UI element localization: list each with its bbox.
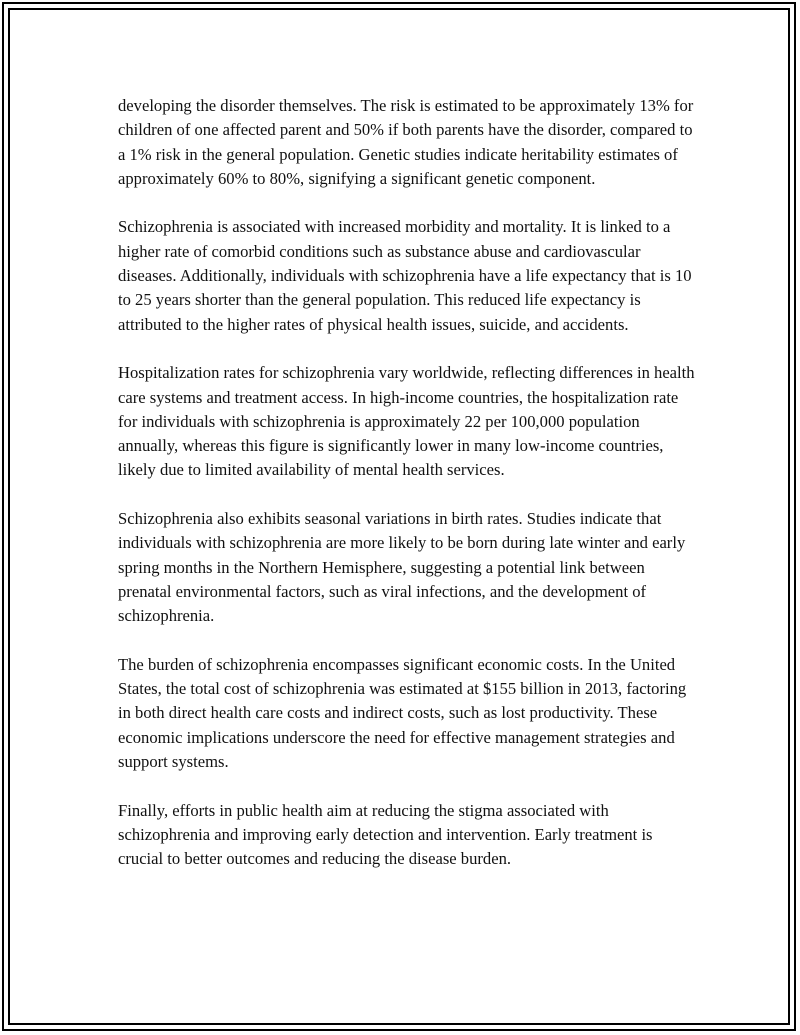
paragraph-hospitalization-rates: Hospitalization rates for schizophrenia vary worldwide, reflecting differences in health care systems and treatment access. In high-income countries, the hospitalization rate for individuals with schizophrenia is approximately 22 per 100,000 population annually, whereas this figure is significantly lower in many low-income countries, likely due to limited availability of mental health services. xyxy=(118,363,695,480)
paragraph-economic-burden: The burden of schizophrenia encompasses significant economic costs. In the United States, the total cost of schizophrenia was estimated at $155 billion in 2013, factoring in both direct health care costs and indirect costs, such as lost productivity. These economic implications underscore the need for effective management strategies and support systems. xyxy=(118,654,687,772)
paragraph-morbidity-mortality: Schizophrenia is associated with increased morbidity and mortality. It is linked to a higher rate of comorbid conditions such as substance abuse and cardiovascular diseases. Additionally, individuals with schizophrenia have a life expectancy that is 10 to 25 years shorter than the general population. This reduced life expectancy is attributed to the higher rates of physical health issues, suicide, and accidents. xyxy=(118,217,692,334)
paragraph-genetic-risk: developing the disorder themselves. The risk is estimated to be approximately 13% for children of one affected parent and 50% if both parents have the disorder, compared to a 1% risk in the general population. Genetic studies indicate heritability estimates of approximately 60% to 80%, signifying a significant genetic component. xyxy=(118,96,694,188)
paragraph-seasonal-variations: Schizophrenia also exhibits seasonal variations in birth rates. Studies indicate that individuals with schizophrenia are more likely to be born during late winter and early spring months in the Northern Hemisphere, suggesting a potential link between prenatal environmental factors, such as viral infections, and the development of schizophrenia. xyxy=(118,509,686,626)
paragraph-public-health-efforts: Finally, efforts in public health aim at reducing the stigma associated with schizophrenia and improving early detection and intervention. Early treatment is crucial to better outcomes and reducing the disease burden. xyxy=(118,800,653,869)
document-body xyxy=(118,94,698,896)
